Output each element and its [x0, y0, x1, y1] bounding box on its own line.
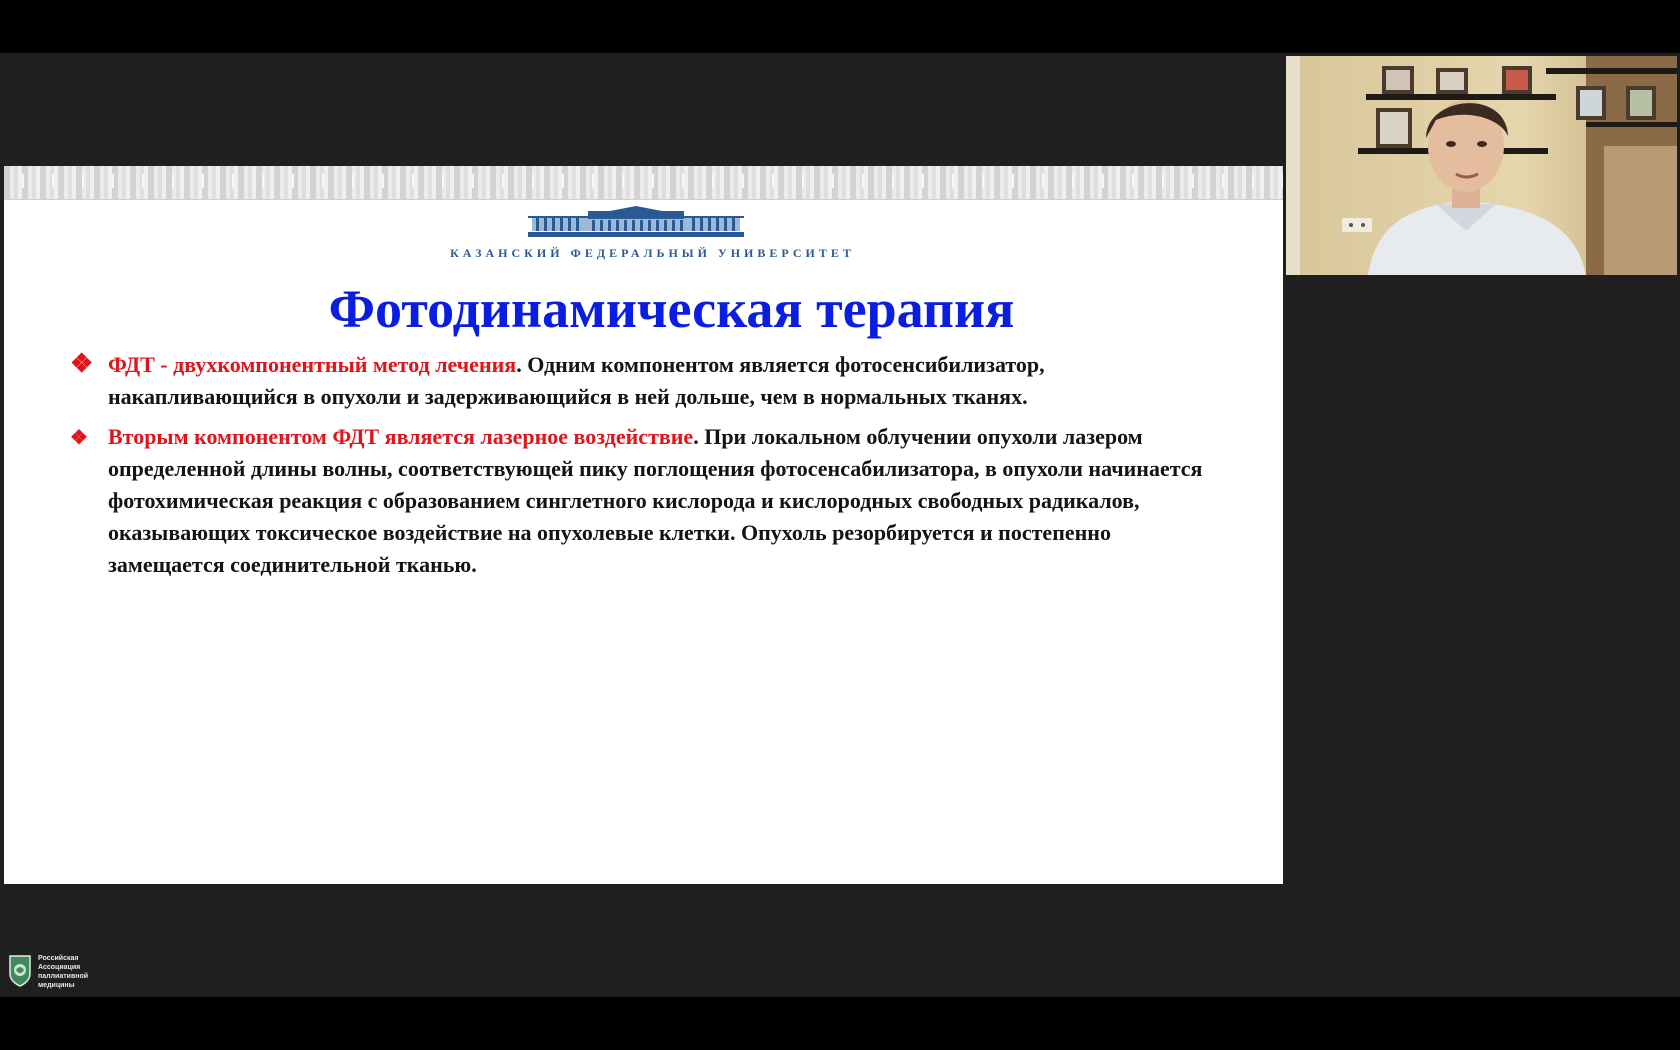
university-building-icon: [528, 206, 744, 238]
diamond-bullet-icon: ❖: [70, 427, 88, 449]
diamond-bullet-icon: ❖: [70, 349, 94, 378]
shield-icon: [8, 954, 32, 988]
bullet-list: [70, 349, 1220, 589]
bullet-item: [70, 349, 1220, 413]
bullet-text: . Одним компонентом является фотосенсибилизатор, накапливающийся в опухоли и задерживающийся в ней дольше, чем в нормальных тканях.: [108, 352, 1045, 409]
shared-slide: [4, 166, 1283, 884]
bullet-highlight: Вторым компонентом ФДТ является лазерное воздействие: [108, 424, 694, 449]
bullet-highlight: ФДТ - двухкомпонентный метод лечения: [108, 352, 517, 377]
association-name: Российская Ассоциация паллиативной медицины: [38, 955, 89, 989]
bullet-item: [70, 421, 1220, 581]
speaker-video-tile[interactable]: [1286, 56, 1677, 275]
university-name: КАЗАНСКИЙ ФЕДЕРАЛЬНЫЙ УНИВЕРСИТЕТ: [450, 246, 855, 260]
slide-title: Фотодинамическая терапия: [328, 279, 1015, 339]
speaker-video-frame: [1286, 56, 1677, 275]
university-logo: [4, 206, 1283, 266]
decorative-border: [4, 166, 1283, 199]
bullet-text: . При локальном облучении опухоли лазером определенной длины волны, соответствующей пику поглощения фотосенсабилизатора, в опухоли начинается фотохимическая реакция с образованием синглетного кислорода и кислородных свободных радикалов, оказывающих токсическое воздействие на опухолевые клетки. Опухоль резорбируется и постепенно замещается соединительной тканью.: [108, 424, 1203, 577]
association-logo: [8, 954, 108, 990]
